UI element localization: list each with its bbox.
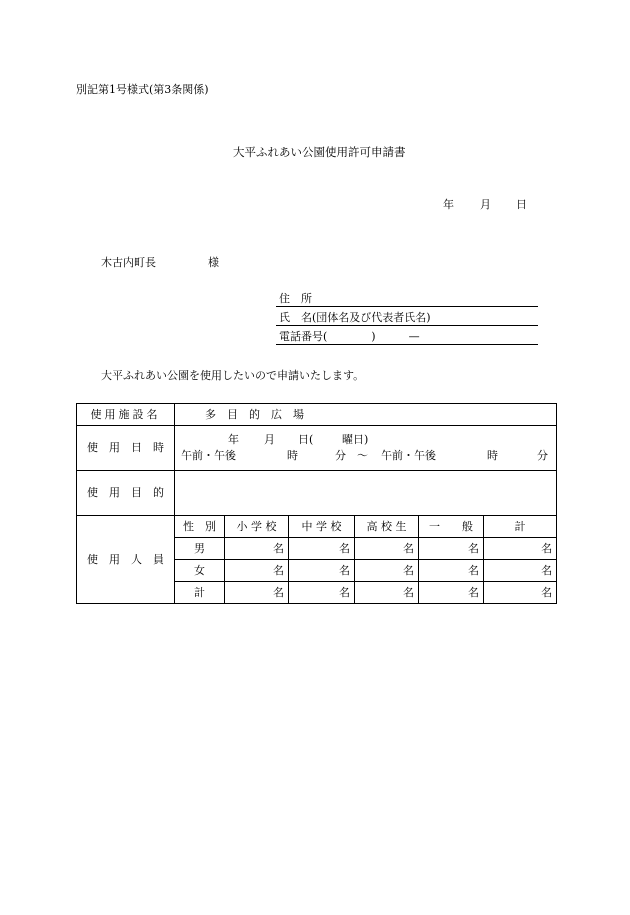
- count-cell: 名: [419, 560, 484, 582]
- applicant-name-line: [276, 325, 538, 326]
- count-cell: 名: [484, 538, 557, 560]
- dt-hour-end: 時: [487, 449, 498, 462]
- dt-day-open: 日(: [298, 433, 314, 446]
- count-cell: 名: [484, 560, 557, 582]
- count-cell: 名: [419, 582, 484, 604]
- count-cell: 名: [355, 582, 419, 604]
- dt-ampm-start: 午前・午後: [181, 449, 236, 462]
- applicant-phone-label: 電話番号( ) —: [279, 330, 420, 343]
- facility-value-text: 多 目 的 広 場: [205, 407, 304, 421]
- applicant-name-label: 氏 名(団体名及び代表者氏名): [279, 311, 431, 324]
- page-title: 大平ふれあい公園使用許可申請書: [233, 145, 406, 159]
- purpose-label: 使 用 目 的: [77, 471, 175, 516]
- col-header-general: 一 般: [419, 516, 484, 538]
- col-header-total: 計: [484, 516, 557, 538]
- datetime-label: 使 用 日 時: [77, 426, 175, 471]
- count-cell: 名: [355, 560, 419, 582]
- col-header-junior-high: 中 学 校: [289, 516, 355, 538]
- row-label-male: 男: [175, 538, 225, 560]
- dt-year: 年: [228, 433, 239, 446]
- count-cell: 名: [225, 582, 289, 604]
- datetime-cell: [175, 426, 557, 471]
- addressee-honorific: 様: [208, 256, 219, 269]
- users-label: 使 用 人 員: [77, 516, 175, 604]
- applicant-phone-line: [276, 344, 538, 345]
- application-statement: 大平ふれあい公園を使用したいので申請いたします。: [101, 369, 365, 382]
- count-cell: 名: [225, 560, 289, 582]
- applicant-address-label: 住 所: [279, 292, 312, 305]
- count-cell: 名: [289, 538, 355, 560]
- row-label-total: 計: [175, 582, 225, 604]
- date-year: 年: [443, 198, 454, 211]
- dt-tilde: 〜: [357, 449, 368, 462]
- applicant-address-line: [276, 306, 538, 307]
- date-month: 月: [480, 198, 491, 211]
- count-cell: 名: [225, 538, 289, 560]
- count-cell: 名: [484, 582, 557, 604]
- count-cell: 名: [355, 538, 419, 560]
- count-cell: 名: [289, 560, 355, 582]
- facility-label: 使用施設名: [77, 404, 175, 426]
- col-header-high-school: 高 校 生: [355, 516, 419, 538]
- application-table: [76, 403, 557, 604]
- row-label-female: 女: [175, 560, 225, 582]
- dt-month: 月: [264, 433, 275, 446]
- date-day: 日: [516, 198, 527, 211]
- count-cell: 名: [419, 538, 484, 560]
- dt-hour-start: 時: [287, 449, 298, 462]
- form-header: 別記第1号様式(第3条関係): [76, 83, 209, 96]
- facility-value: [175, 404, 557, 426]
- purpose-value: [175, 471, 557, 516]
- dt-ampm-end: 午前・午後: [381, 449, 436, 462]
- col-header-elementary: 小 学 校: [225, 516, 289, 538]
- col-header-gender: 性 別: [175, 516, 225, 538]
- dt-minute-start: 分: [335, 449, 346, 462]
- count-cell: 名: [289, 582, 355, 604]
- dt-weekday: 曜日): [342, 433, 369, 446]
- dt-minute-end: 分: [537, 449, 548, 462]
- addressee-name: 木古内町長: [101, 256, 156, 269]
